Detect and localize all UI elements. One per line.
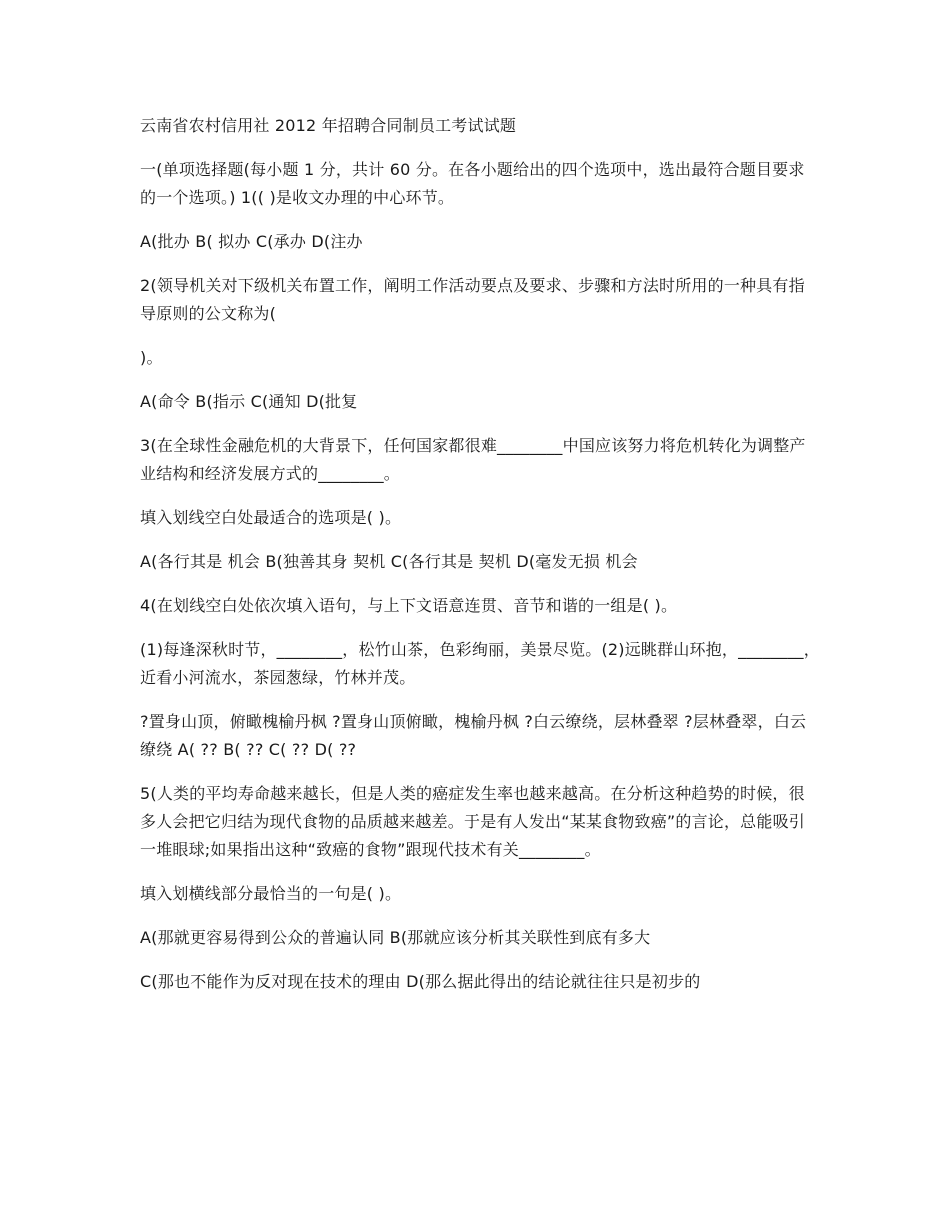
paragraph-q3-options: A(各行其是 机会 B(独善其身 契机 C(各行其是 契机 D(毫发无损 机会 (140, 552, 638, 571)
document-title: 云南省农村信用社 2012 年招聘合同制员工考试试题 (140, 116, 517, 135)
paragraph-q5-options-ab: A(那就更容易得到公众的普遍认同 B(那就应该分析其关联性到底有多大 (140, 928, 651, 947)
paragraph-q5-options-cd: C(那也不能作为反对现在技术的理由 D(那么据此得出的结论就往往只是初步的 (140, 972, 701, 991)
paragraph-q3-prompt: 填入划线空白处最适合的选项是( )。 (140, 508, 402, 527)
paragraph-q2-stem: 2(领导机关对下级机关布置工作，阐明工作活动要点及要求、步骤和方法时所用的一种具有指导原则的公文称为( (140, 276, 805, 323)
paragraph-q4-sentences: (1)每逢深秋时节，________，松竹山茶，色彩绚丽，美景尽览。(2)远眺群山环抱，________，近看小河流水，茶园葱绿，竹林并茂。 (140, 640, 820, 687)
paragraph-q3-stem: 3(在全球性金融危机的大背景下，任何国家都很难________中国应该努力将危机转化为调整产业结构和经济发展方式的________。 (140, 436, 806, 483)
paragraph-q2-stem-end: )。 (140, 348, 163, 367)
paragraph-q4-options: ?置身山顶，俯瞰槐榆丹枫 ?置身山顶俯瞰，槐榆丹枫 ?白云缭绕，层林叠翠 ?层林叠翠，白云缭绕 A( ?? B( ?? C( ?? D( ?? (140, 712, 807, 759)
paragraph-q5-stem: 5(人类的平均寿命越来越长，但是人类的癌症发生率也越来越高。在分析这种趋势的时候，很多人会把它归结为现代食物的品质越来越差。于是有人发出“某某食物致癌”的言论，总能吸引一堆眼球;如果指出这种“致癌的食物”跟现代技术有关________。 (140, 784, 805, 859)
paragraph-q1-options: A(批办 B( 拟办 C(承办 D(注办 (140, 232, 363, 251)
paragraph-q4-stem: 4(在划线空白处依次填入语句，与上下文语意连贯、音节和谐的一组是( )。 (140, 596, 678, 615)
paragraph-section-intro-q1: 一(单项选择题(每小题 1 分，共计 60 分。在各小题给出的四个选项中，选出最符合题目要求的一个选项。) 1(( )是收文办理的中心环节。 (140, 160, 805, 207)
paragraph-q5-prompt: 填入划横线部分最恰当的一句是( )。 (140, 884, 402, 903)
paragraph-q2-options: A(命令 B(指示 C(通知 D(批复 (140, 392, 358, 411)
document-page (140, 112, 820, 1012)
